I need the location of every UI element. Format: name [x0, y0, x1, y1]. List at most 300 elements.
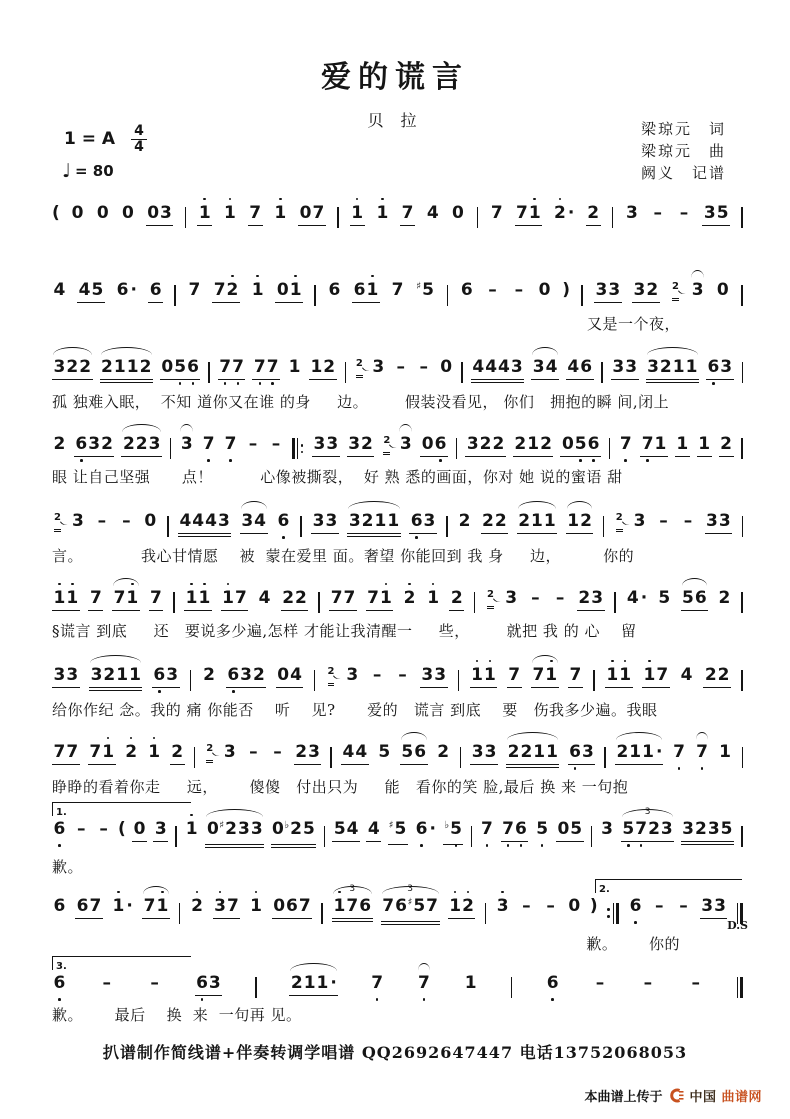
duration-dash: – — [76, 819, 86, 839]
note-digit: 4 — [567, 357, 580, 377]
note-group — [312, 433, 340, 457]
note-group — [52, 895, 67, 918]
note-digit: 2 — [540, 434, 552, 454]
note-group — [287, 356, 302, 379]
note-group — [705, 510, 733, 534]
note-digit: 0 — [96, 203, 109, 223]
barline — [740, 826, 743, 847]
barline — [510, 977, 513, 998]
barline-stroke — [614, 592, 616, 613]
barline-stroke — [603, 516, 605, 537]
credit-transcriber: 阙义 记谱 — [640, 164, 726, 182]
credit-lyricist: 梁琼元 词 — [640, 120, 726, 138]
note-group — [115, 279, 138, 302]
note-digit: 1 — [654, 434, 667, 454]
note-digit: 2 — [203, 665, 215, 685]
note-digit: 4 — [205, 511, 217, 531]
note-group — [70, 202, 85, 225]
barline-stroke — [173, 592, 175, 613]
augmentation-dot: · — [429, 819, 436, 839]
note-group — [271, 818, 317, 848]
note-digit: 4 — [78, 280, 91, 300]
note-digit: 3 — [313, 434, 326, 454]
note-digit: 1 — [676, 434, 689, 454]
music-notes-row — [52, 279, 744, 305]
note-digit: 2 — [514, 434, 527, 454]
note-group — [272, 895, 313, 919]
barline — [455, 438, 458, 459]
note-digit: 1 — [427, 588, 440, 608]
note-digit: 7 — [391, 280, 404, 300]
note-group — [470, 664, 498, 688]
note-digit: 0 — [440, 357, 453, 377]
note-digit: 3 — [423, 511, 436, 531]
note-digit: 6 — [587, 434, 600, 454]
barline-stroke — [324, 826, 326, 847]
note-group — [197, 202, 212, 226]
note-digit: 5 — [536, 819, 549, 839]
barline — [457, 670, 460, 691]
note-group — [632, 510, 647, 533]
note-group — [515, 202, 543, 226]
note-digit: 1 — [374, 511, 387, 531]
duration-dash: – — [691, 973, 700, 993]
note-digit: 1 — [464, 973, 477, 993]
score-line — [0, 879, 790, 956]
note-group — [642, 664, 670, 688]
note-group — [170, 741, 185, 765]
note-group — [420, 433, 448, 457]
note-group — [513, 433, 554, 457]
barline-stroke — [456, 438, 458, 459]
barline-stroke — [612, 207, 614, 228]
barline-stroke — [447, 285, 449, 306]
note-digit: 7 — [656, 665, 669, 685]
duration-dash: – — [654, 896, 664, 916]
repeat-dot — [301, 444, 304, 447]
note-digit: 2 — [482, 511, 494, 531]
note-group — [611, 356, 639, 380]
note-digit: 1 — [543, 511, 556, 531]
note-digit: 2 — [103, 665, 116, 685]
barline-stroke — [179, 903, 181, 924]
barline — [320, 903, 323, 924]
volta-label: 2. — [599, 884, 610, 895]
barline-stroke — [613, 903, 615, 924]
note-digit: 5 — [333, 819, 346, 839]
grace-note: 2 — [672, 276, 679, 301]
barline-stroke — [461, 362, 463, 383]
lyrics-line: 歉。 你的 — [586, 935, 680, 953]
volta-bracket — [52, 956, 191, 970]
barline — [461, 362, 464, 383]
note-digit: 4 — [367, 819, 380, 839]
note-digit: 1 — [198, 203, 211, 223]
note-digit: 2 — [79, 357, 92, 377]
slur-arc — [101, 347, 152, 355]
note-group — [366, 587, 394, 611]
triplet-mark: 3 — [644, 807, 651, 817]
barline — [313, 285, 316, 306]
note-group — [281, 587, 309, 611]
note-digit: 2 — [191, 896, 203, 916]
note-digit: 7 — [346, 896, 359, 916]
note-group — [400, 202, 415, 226]
accidental: ♯ — [407, 897, 413, 908]
note-group — [252, 356, 280, 380]
barline-stroke — [741, 207, 743, 228]
note-digit: 0 — [568, 896, 581, 916]
note-digit: 6 — [415, 819, 428, 839]
note-group — [700, 895, 728, 919]
note-digit: 1 — [528, 203, 541, 223]
note-group — [517, 510, 558, 534]
barline-stroke — [742, 516, 744, 537]
note-digit: 3 — [471, 742, 484, 762]
volta-bracket — [595, 879, 742, 893]
note-digit: 3 — [372, 357, 385, 377]
note-group — [646, 356, 699, 383]
note-digit: 1 — [102, 742, 115, 762]
note-digit: 0 — [561, 434, 574, 454]
note-group — [350, 202, 365, 226]
note-digit: 2 — [361, 434, 373, 454]
note-digit: 7 — [213, 280, 226, 300]
barline — [740, 670, 743, 691]
note-group — [420, 664, 448, 688]
note-digit: 4 — [485, 357, 498, 377]
repeat-dot — [607, 915, 610, 918]
note-digit: 2 — [492, 434, 505, 454]
barline-stroke — [318, 592, 320, 613]
note-digit: 1 — [672, 357, 685, 377]
note-group — [553, 202, 576, 225]
note-digit: 3 — [208, 973, 221, 993]
note-digit: 2 — [450, 588, 463, 608]
barline-stroke — [314, 285, 316, 306]
note-digit: 3 — [532, 357, 545, 377]
note-digit: 3 — [707, 819, 720, 839]
barline-stroke — [477, 207, 479, 228]
augmentation-dot: · — [640, 588, 648, 608]
note-digit: 2 — [101, 357, 113, 377]
note-group — [112, 587, 140, 611]
duration-dash: – — [99, 819, 108, 839]
barline-stroke — [314, 670, 316, 691]
note-digit: 5 — [174, 357, 187, 377]
note-digit: 3 — [240, 665, 253, 685]
barline — [608, 438, 611, 459]
barline-stroke — [208, 362, 210, 383]
note-digit: 2 — [507, 742, 520, 762]
slur-arc — [418, 963, 431, 971]
note-group — [276, 664, 304, 688]
duration-dash: – — [102, 973, 111, 993]
note-group — [223, 433, 238, 456]
credit-composer: 梁琼元 曲 — [640, 142, 726, 160]
note-digit: 6 — [460, 280, 473, 300]
lyrics-line: 歉。 最后 换 来 一句再 见。 — [52, 1006, 302, 1024]
note-digit: 6 — [414, 742, 427, 762]
barline — [317, 592, 320, 613]
note-group — [715, 279, 730, 302]
note-group — [347, 433, 375, 457]
note-digit: 6 — [53, 896, 66, 916]
note-digit: 1 — [545, 665, 558, 685]
note-digit: 3 — [421, 665, 434, 685]
note-digit: 3 — [484, 742, 497, 762]
note-group — [400, 741, 428, 765]
note-digit: 7 — [418, 973, 430, 993]
note-digit: 2 — [646, 280, 659, 300]
note-digit: 7 — [253, 357, 266, 377]
note-group — [681, 818, 734, 845]
note-group — [556, 818, 584, 842]
barline — [741, 592, 744, 613]
note-digit: 3 — [346, 665, 359, 685]
repeat-dots — [301, 444, 304, 453]
note-digit: 7 — [502, 819, 514, 839]
note-digit: 3 — [591, 588, 604, 608]
slur-arc — [616, 732, 663, 740]
note-digit: 2 — [101, 434, 113, 454]
note-digit: 5 — [401, 742, 414, 762]
score-line — [0, 417, 790, 494]
barline — [336, 207, 339, 228]
note-digit: 7 — [532, 665, 545, 685]
note-digit: 2 — [139, 357, 152, 377]
note-digit: 6 — [153, 665, 166, 685]
note-digit: 7 — [619, 434, 632, 454]
note-group — [223, 202, 238, 225]
note-digit: 3 — [308, 742, 320, 762]
note-group — [471, 356, 524, 383]
barline-stroke — [741, 285, 743, 306]
note-digit: 3 — [148, 434, 161, 454]
note-digit: 1 — [719, 742, 731, 762]
note-digit: 7 — [66, 742, 79, 762]
grace-note: 2 — [206, 738, 213, 763]
note-digit: 7 — [234, 588, 247, 608]
key-signature — [64, 124, 147, 154]
note-digit: 2 — [616, 742, 629, 762]
score-line — [0, 186, 790, 263]
lyrics-line: 给你作纪 念。我的 痛 你能否 听 见? 爱的 谎言 到底 要 伤我多少遍。我眼 — [52, 701, 658, 719]
note-digit: 5 — [450, 819, 462, 839]
note-group — [594, 279, 622, 303]
accidental: ♯ — [388, 820, 394, 831]
barline — [611, 207, 614, 228]
note-digit: 3 — [325, 511, 338, 531]
note-digit: 3 — [633, 511, 646, 531]
note-group — [143, 510, 158, 533]
note-group — [703, 664, 731, 688]
note-digit: 3 — [312, 511, 325, 531]
note-group — [121, 202, 136, 225]
note-digit: 2 — [295, 742, 308, 762]
barline-stroke — [591, 826, 593, 847]
note-digit: 3 — [682, 819, 694, 839]
note-group — [531, 356, 559, 380]
note-digit: 1 — [351, 203, 364, 223]
slur-arc — [206, 809, 263, 817]
note-digit: 3 — [160, 203, 172, 223]
note-group — [213, 895, 241, 919]
note-group — [586, 202, 601, 226]
note-group — [190, 895, 205, 918]
note-group — [618, 433, 633, 456]
note-digit: 6 — [149, 280, 162, 300]
note-digit: 4 — [346, 819, 359, 839]
upload-credit — [584, 1086, 762, 1105]
note-digit: 1 — [546, 742, 558, 762]
note-digit: 6 — [286, 896, 298, 916]
note-group — [205, 818, 264, 848]
note-group — [221, 587, 249, 611]
note-group — [459, 279, 474, 302]
note-digit: 6 — [53, 973, 66, 993]
note-group — [248, 202, 263, 226]
note-digit: 3 — [691, 280, 704, 300]
accidental: ♯ — [416, 281, 422, 292]
note-digit: 0 — [71, 203, 84, 223]
note-digit: 2 — [253, 665, 265, 685]
note-group — [289, 972, 338, 996]
note-digit: 1 — [251, 280, 264, 300]
note-group — [479, 818, 494, 841]
note-digit: 3 — [720, 357, 733, 377]
note-digit: 3 — [53, 357, 66, 377]
music-notes-row — [52, 356, 744, 383]
note-digit: 0 — [276, 280, 289, 300]
barline — [741, 516, 744, 537]
note-digit: 2 — [295, 588, 307, 608]
duration-dash: – — [398, 665, 407, 685]
note-digit: 3 — [399, 434, 412, 454]
note-digit: 6 — [515, 819, 527, 839]
credits-block — [641, 118, 726, 184]
note-group — [184, 587, 212, 611]
note-group — [507, 664, 522, 688]
barline-stroke — [471, 826, 473, 847]
note-digit: 7 — [480, 819, 493, 839]
note-group — [178, 510, 231, 537]
note-digit: 3 — [217, 511, 230, 531]
note-group — [717, 587, 732, 610]
note-digit: 7 — [330, 588, 343, 608]
note-digit: 1 — [185, 819, 198, 839]
barline-stroke — [460, 747, 462, 768]
note-digit: 2 — [437, 742, 450, 762]
note-group — [501, 818, 529, 842]
note-digit: 5 — [570, 819, 583, 839]
barline — [172, 592, 175, 613]
duration-dash: – — [249, 742, 258, 762]
barline — [470, 826, 473, 847]
lyrics-line: §谎言 到底 还 要说多少遍,怎样 才能让我清醒一 些， 就把 我 的 心 留 — [52, 622, 637, 640]
note-digit: 1 — [310, 357, 323, 377]
site-logo-icon — [667, 1087, 684, 1104]
barline — [291, 438, 305, 459]
note-group — [702, 202, 730, 226]
duration-dash: – — [273, 742, 282, 762]
note-group — [439, 356, 454, 379]
note-digit: 1 — [471, 665, 483, 685]
lyrics-line: 歉。 — [52, 858, 84, 876]
note-group — [577, 587, 605, 611]
barline — [178, 903, 181, 924]
note-digit: 3 — [53, 665, 66, 685]
note-digit: 1 — [224, 203, 236, 223]
note-digit: 0 — [144, 511, 157, 531]
lyrics-line: 睁睁的看着你走 远， 傻傻 付出只为 能 看你的笑 脸,最后 换 来 一句抱 — [52, 778, 629, 796]
note-digit: 7 — [426, 896, 438, 916]
note-digit: 6 — [277, 511, 290, 531]
tempo-value: = 80 — [74, 162, 114, 180]
note-digit: 1 — [156, 896, 169, 916]
note-digit: 1 — [629, 742, 642, 762]
note-digit: 2 — [462, 896, 474, 916]
note-digit: 2 — [125, 742, 138, 762]
note-group — [366, 818, 381, 842]
note-group — [600, 818, 615, 841]
note-group — [628, 895, 643, 918]
barline-stroke — [255, 977, 257, 998]
note-group — [632, 279, 660, 303]
note-digit: 4 — [254, 511, 266, 531]
note-digit: 6 — [546, 973, 559, 993]
barline — [459, 747, 462, 768]
note-digit: 3 — [66, 665, 79, 685]
note-digit: 4 — [290, 665, 302, 685]
note-digit: 1 — [116, 665, 129, 685]
note-group — [240, 510, 268, 534]
triplet-mark: 3 — [349, 884, 356, 894]
note-digit: 7 — [641, 434, 654, 454]
barline-stroke — [740, 977, 743, 998]
note-group — [195, 972, 223, 996]
slur-arc — [122, 424, 161, 432]
note-group — [504, 587, 519, 610]
note-digit: 3 — [625, 357, 638, 377]
note-digit: 3 — [703, 203, 716, 223]
note-digit: 4 — [545, 357, 558, 377]
duration-dash: – — [150, 973, 159, 993]
note-digit: 3 — [633, 280, 646, 300]
note-digit: 2 — [580, 511, 592, 531]
note-group — [506, 741, 559, 768]
barline-stroke — [741, 438, 743, 459]
barline — [601, 362, 604, 383]
note-digit: 7 — [202, 434, 215, 454]
note-group — [332, 818, 360, 842]
duration-dash: – — [514, 280, 524, 300]
barline-stroke — [194, 747, 196, 768]
note-digit: 0 — [272, 819, 284, 839]
slur-arc — [399, 424, 412, 432]
slur-arc — [696, 732, 709, 740]
note-digit: 7 — [227, 896, 239, 916]
note-group — [298, 202, 326, 226]
note-digit: 7 — [490, 203, 503, 223]
barline-stroke — [511, 977, 513, 998]
note-digit: 2 — [479, 434, 492, 454]
note-group — [375, 202, 390, 225]
duration-dash: – — [679, 896, 688, 916]
duration-dash: – — [248, 434, 258, 454]
note-group — [719, 433, 734, 457]
note-digit: 2 — [361, 511, 374, 531]
